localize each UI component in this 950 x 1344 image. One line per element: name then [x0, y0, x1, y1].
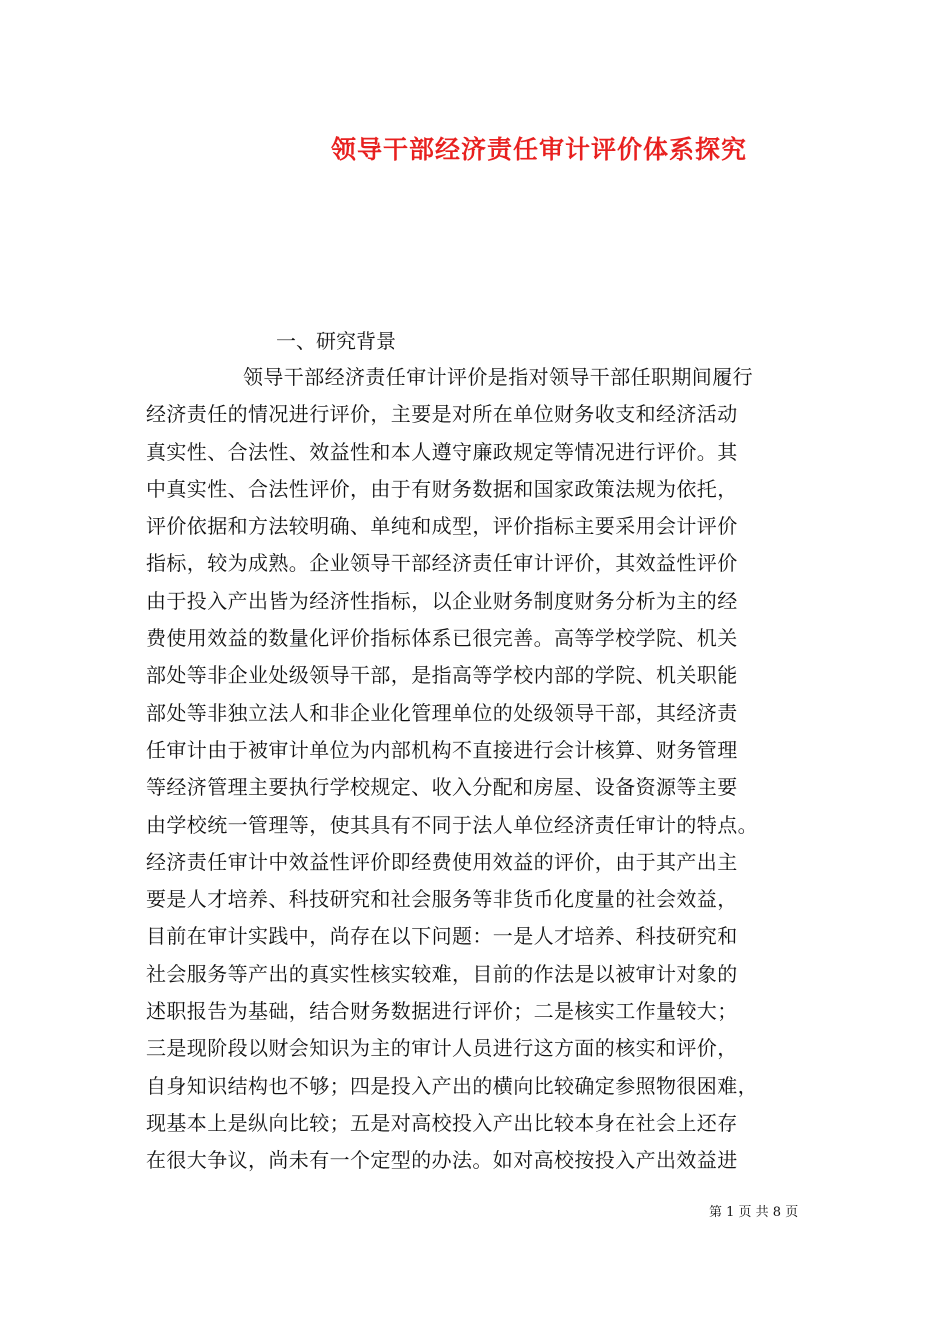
paragraph-line: 指标，较为成熟。企业领导干部经济责任审计评价，其效益性评价 — [146, 551, 738, 576]
section-heading: 一、研究背景 — [276, 329, 396, 353]
paragraph-line: 部处等非独立法人和非企业化管理单位的处级领导干部，其经济责 — [146, 700, 738, 725]
paragraph-line: 由于投入产出皆为经济性指标，以企业财务制度财务分析为主的经 — [146, 588, 738, 613]
paragraph-line: 在很大争议，尚未有一个定型的办法。如对高校按投入产出效益进 — [146, 1148, 738, 1173]
paragraph-line: 由学校统一管理等，使其具有不同于法人单位经济责任审计的特点。 — [146, 812, 758, 837]
page-number-footer: 第 1 页 共 8 页 — [709, 1205, 799, 1220]
paragraph-line: 目前在审计实践中，尚存在以下问题：一是人才培养、科技研究和 — [146, 924, 738, 949]
paragraph-line: 经济责任审计中效益性评价即经费使用效益的评价，由于其产出主 — [146, 849, 738, 874]
paragraph-line: 现基本上是纵向比较；五是对高校投入产出比较本身在社会上还存 — [146, 1110, 738, 1135]
paragraph-line: 部处等非企业处级领导干部，是指高等学校内部的学院、机关职能 — [146, 663, 738, 688]
paragraph-line: 等经济管理主要执行学校规定、收入分配和房屋、设备资源等主要 — [146, 775, 738, 800]
paragraph-line: 真实性、合法性、效益性和本人遵守廉政规定等情况进行评价。其 — [146, 439, 738, 464]
paragraph-line: 要是人才培养、科技研究和社会服务等非货币化度量的社会效益， — [146, 887, 738, 912]
paragraph-line: 费使用效益的数量化评价指标体系已很完善。高等学校学院、机关 — [146, 626, 738, 651]
document-title: 领导干部经济责任审计评价体系探究 — [330, 135, 747, 164]
paragraph-line: 领导干部经济责任审计评价是指对领导干部任职期间履行 — [243, 365, 753, 389]
paragraph-line: 任审计由于被审计单位为内部机构不直接进行会计核算、财务管理 — [146, 737, 738, 762]
paragraph-line: 经济责任的情况进行评价，主要是对所在单位财务收支和经济活动 — [146, 402, 738, 427]
paragraph-line: 评价依据和方法较明确、单纯和成型，评价指标主要采用会计评价 — [146, 514, 738, 539]
paragraph-line: 社会服务等产出的真实性核实较难，目前的作法是以被审计对象的 — [146, 961, 738, 986]
paragraph-line: 三是现阶段以财会知识为主的审计人员进行这方面的核实和评价， — [146, 1036, 738, 1061]
paragraph-line: 自身知识结构也不够；四是投入产出的横向比较确定参照物很困难， — [146, 1073, 758, 1098]
body-paragraph — [146, 359, 836, 1180]
paragraph-line: 中真实性、合法性评价，由于有财务数据和国家政策法规为依托， — [146, 476, 738, 501]
paragraph-line: 述职报告为基础，结合财务数据进行评价；二是核实工作量较大； — [146, 999, 738, 1024]
